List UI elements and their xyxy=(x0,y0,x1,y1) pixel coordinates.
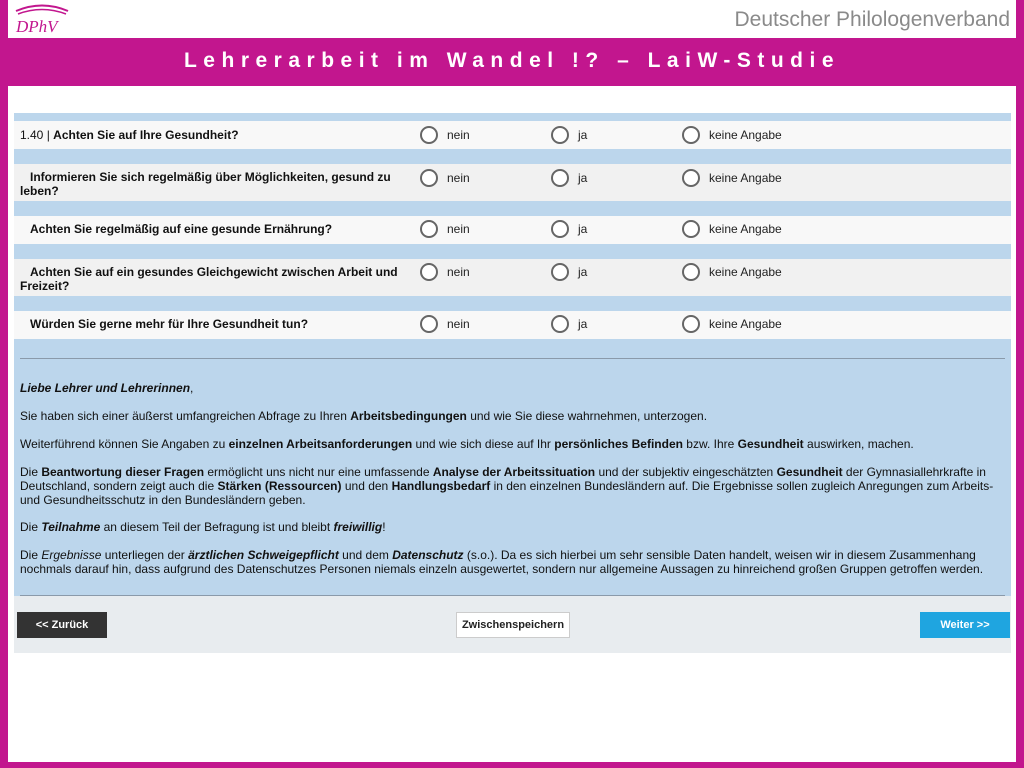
navigation-bar xyxy=(14,596,1011,653)
option-ja[interactable]: ja xyxy=(551,169,587,187)
radio-button[interactable] xyxy=(682,169,700,187)
question-number: 1.40 | xyxy=(20,128,50,142)
info-paragraph: Die Beantwortung dieser Fragen ermöglicht uns nicht nur eine umfassende Analyse der Arbeitssituation und der subjektiv eingeschätzten Gesundheit der Gymnasiallehrkrafte in Deutschland, sondern zeigt auch die Stärken (Ressourcen) und den Handlungsbedarf in den einzelnen Bundesländern auf. Die Ergebnisse sollen zugleich Anregungen zum Arbeits- und Gesundheitsschutz in den Bundesländern geben. xyxy=(20,465,994,507)
radio-button[interactable] xyxy=(551,126,569,144)
option-ja[interactable]: ja xyxy=(551,315,587,333)
title-bar xyxy=(0,38,1024,86)
next-button[interactable]: Weiter >> xyxy=(920,612,1010,638)
radio-button[interactable] xyxy=(551,263,569,281)
option-keine-angabe[interactable]: keine Angabe xyxy=(682,220,782,238)
radio-button[interactable] xyxy=(682,126,700,144)
question-row xyxy=(14,259,1011,296)
info-paragraph: Die Ergebnisse unterliegen der ärztlichen Schweigepflicht und dem Datenschutz (s.o.). Da es sich hierbei um sehr sensible Daten handelt, weisen wir in diesem Zusammenhang nochmals darauf hin, dass aufgrund des Datenschutzes Personen niemals einzeln ausgewertet, sondern nur allgemeine Aussagen zu hinreichend großen Gruppen getroffen werden. xyxy=(20,548,984,576)
question-row xyxy=(14,311,1011,339)
radio-button[interactable] xyxy=(420,263,438,281)
info-paragraph: Sie haben sich einer äußerst umfangreichen Abfrage zu Ihren Arbeitsbedingungen und wie Sie diese wahrnehmen, unterzogen. xyxy=(20,409,708,423)
question-text: Achten Sie auf Ihre Gesundheit? xyxy=(53,128,239,142)
radio-button[interactable] xyxy=(682,220,700,238)
option-keine-angabe[interactable]: keine Angabe xyxy=(682,263,782,281)
info-greeting: Liebe Lehrer und Lehrerinnen, xyxy=(20,381,194,395)
radio-button[interactable] xyxy=(551,315,569,333)
back-button[interactable]: << Zurück xyxy=(17,612,107,638)
info-paragraph: Weiterführend können Sie Angaben zu einzelnen Arbeitsanforderungen und wie sich diese auf Ihr persönliches Befinden bzw. Ihre Gesundheit auswirken, machen. xyxy=(20,437,914,451)
radio-button[interactable] xyxy=(420,169,438,187)
radio-button[interactable] xyxy=(682,315,700,333)
option-nein[interactable]: nein xyxy=(420,126,470,144)
radio-button[interactable] xyxy=(551,169,569,187)
radio-button[interactable] xyxy=(420,220,438,238)
organization-name: Deutscher Philologenverband xyxy=(734,8,1010,31)
question-text: Achten Sie auf ein gesundes Gleichgewicht zwischen Arbeit und Freizeit? xyxy=(20,265,398,293)
survey-panel xyxy=(14,113,1011,653)
radio-button[interactable] xyxy=(420,126,438,144)
info-paragraph: Die Teilnahme an diesem Teil der Befragung ist und bleibt freiwillig! xyxy=(20,520,386,534)
option-nein[interactable]: nein xyxy=(420,315,470,333)
page-title: Lehrerarbeit im Wandel !? – LaiW-Studie xyxy=(183,49,841,72)
option-keine-angabe[interactable]: keine Angabe xyxy=(682,169,782,187)
question-text: Achten Sie regelmäßig auf eine gesunde Ernährung? xyxy=(30,222,333,236)
option-keine-angabe[interactable]: keine Angabe xyxy=(682,315,782,333)
radio-button[interactable] xyxy=(682,263,700,281)
question-text: Informieren Sie sich regelmäßig über Möglichkeiten, gesund zu leben? xyxy=(20,170,391,198)
question-row xyxy=(14,121,1011,149)
option-nein[interactable]: nein xyxy=(420,263,470,281)
divider xyxy=(20,358,1005,359)
dphv-logo xyxy=(12,2,72,36)
question-row xyxy=(14,164,1011,201)
option-nein[interactable]: nein xyxy=(420,220,470,238)
question-row xyxy=(14,216,1011,244)
question-text: Würden Sie gerne mehr für Ihre Gesundheit tun? xyxy=(30,317,309,331)
header-bar xyxy=(8,0,1016,38)
option-keine-angabe[interactable]: keine Angabe xyxy=(682,126,782,144)
logo-text: DPhV xyxy=(16,17,58,36)
radio-button[interactable] xyxy=(420,315,438,333)
radio-button[interactable] xyxy=(551,220,569,238)
option-ja[interactable]: ja xyxy=(551,220,587,238)
option-ja[interactable]: ja xyxy=(551,126,587,144)
save-draft-button[interactable]: Zwischenspeichern xyxy=(456,612,570,638)
option-nein[interactable]: nein xyxy=(420,169,470,187)
option-ja[interactable]: ja xyxy=(551,263,587,281)
